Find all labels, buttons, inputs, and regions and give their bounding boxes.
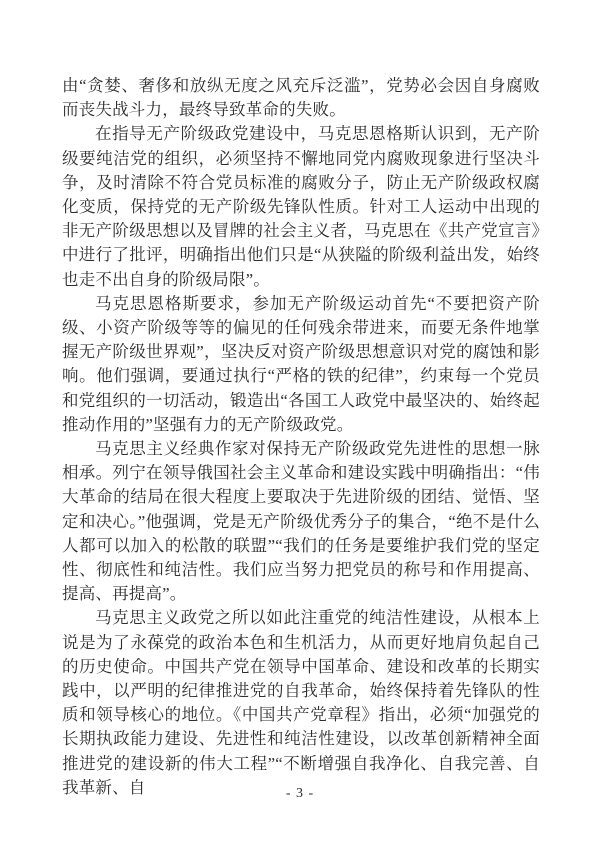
body-paragraph: 在指导无产阶级政党建设中，马克思恩格斯认识到，无产阶级要纯洁党的组织，必须坚持不懈地同党内腐败现象进行坚决斗争，及时清除不符合党员标准的腐败分子，防止无产阶级政权腐化变质，保持党的无产阶级先锋队性质。针对工人运动中出现的非无产阶级思想以及冒牌的社会主义者，马克思在《共产党宣言》中进行了批评，明确指出他们只是“从狭隘的阶级利益出发，始终也走不出自身的阶级局限”。	[62, 124, 540, 289]
body-paragraph: 由“贪婪、奢侈和放纵无度之风充斥泛滥”，党势必会因自身腐败而丧失战斗力，最终导致革命的失败。	[62, 76, 540, 120]
body-paragraph: 马克思恩格斯要求，参加无产阶级运动首先“不要把资产阶级、小资产阶级等等的偏见的任何残余带进来，而要无条件地掌握无产阶级世界观”，坚决反对资产阶级思想意识对党的腐蚀和影响。他们强调，要通过执行“严格的铁的纪律”，约束每一个党员和党组织的一切活动，锻造出“各国工人政党中最坚决的、始终起推动作用的”坚强有力的无产阶级政党。	[62, 293, 540, 434]
body-paragraph: 马克思主义经典作家对保持无产阶级政党先进性的思想一脉相承。列宁在领导俄国社会主义革命和建设实践中明确指出：“伟大革命的结局在很大程度上要取决于先进阶级的团结、觉悟、坚定和决心。”他强调，党是无产阶级优秀分子的集合，“绝不是什么人都可以加入的松散的联盟”“我们的任务是要维护我们党的坚定性、彻底性和纯洁性。我们应当努力把党员的称号和作用提高、提高、再提高”。	[62, 439, 540, 604]
page-number: - 3 -	[285, 786, 315, 801]
body-paragraph: 马克思主义政党之所以如此注重党的纯洁性建设，从根本上说是为了永葆党的政治本色和生机活力，从而更好地肩负起自己的历史使命。中国共产党在领导中国革命、建设和改革的长期实践中，以严明的纪律推进党的自我革命，始终保持着先锋队的性质和领导核心的地位。《中国共产党章程》指出，必须“加强党的长期执政能力建设、先进性和纯洁性建设，以改革创新精神全面推进党的建设新的伟大工程”“不断增强自我净化、自我完善、自我革新、自	[62, 608, 540, 797]
body-text	[62, 74, 540, 800]
